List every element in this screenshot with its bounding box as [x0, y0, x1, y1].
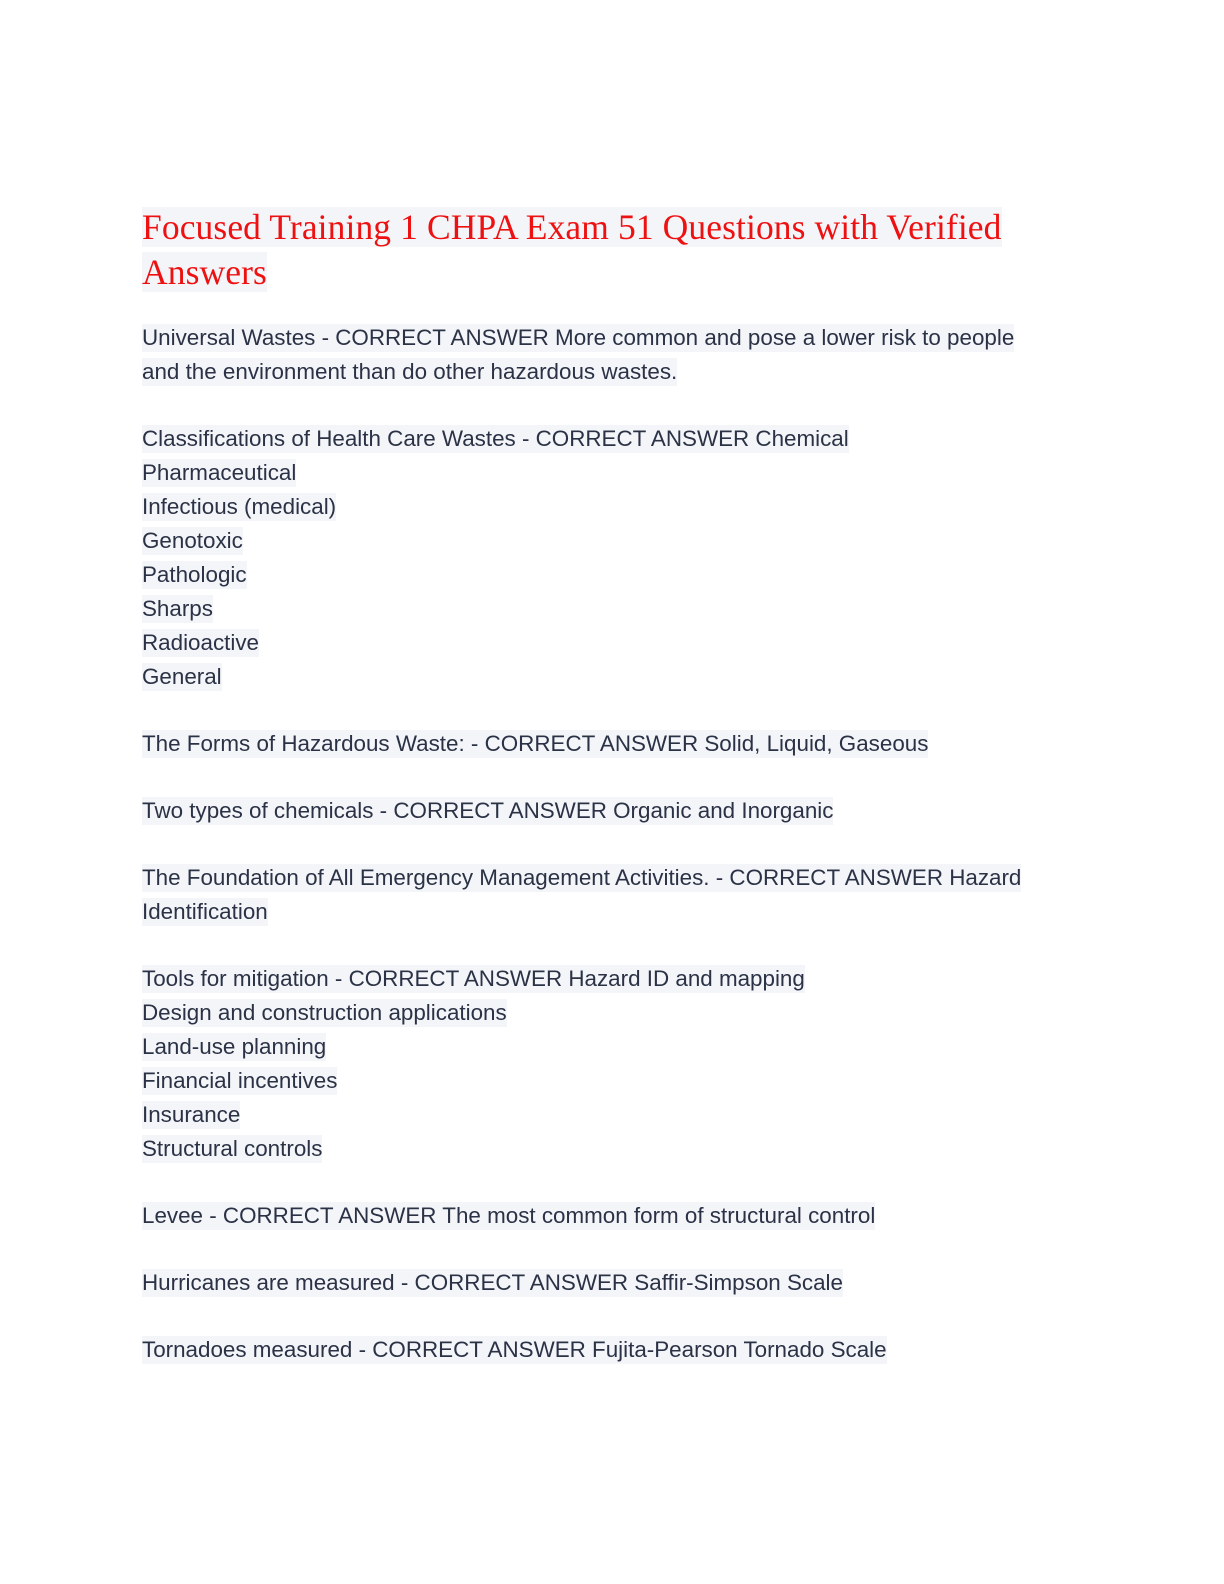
page-title: [142, 205, 1042, 295]
list-item-text: Land-use planning: [142, 1034, 327, 1059]
list-item-text: Classifications of Health Care Wastes - CORRECT ANSWER Chemical: [142, 426, 849, 451]
list-item-text: General: [142, 664, 222, 689]
paragraph-text: Levee - CORRECT ANSWER The most common form of structural control: [142, 1203, 876, 1228]
list-item: [142, 558, 1047, 592]
content-block-forms-of-hazardous-waste: [142, 727, 1047, 761]
content-block-tornadoes-measured: [142, 1333, 1047, 1367]
list-item-text: Structural controls: [142, 1136, 323, 1161]
paragraph-text: The Foundation of All Emergency Management Activities. - CORRECT ANSWER Hazard Identification: [142, 865, 1022, 924]
content-block-tools-for-mitigation: [142, 962, 1047, 1166]
list-item-text: Insurance: [142, 1102, 241, 1127]
list-item: [142, 524, 1047, 558]
list-item: [142, 422, 1047, 456]
list-item: [142, 1098, 1047, 1132]
list-item: [142, 1132, 1047, 1166]
content-block-levee: [142, 1199, 1047, 1233]
content-block-hurricanes-measured: [142, 1266, 1047, 1300]
list-item: [142, 962, 1047, 996]
list-item-text: Pathologic: [142, 562, 247, 587]
list-item-text: Sharps: [142, 596, 213, 621]
list-item: [142, 1064, 1047, 1098]
content-block-two-types-of-chemicals: [142, 794, 1047, 828]
list-item-text: Pharmaceutical: [142, 460, 297, 485]
list-item: [142, 660, 1047, 694]
paragraph-text: Two types of chemicals - CORRECT ANSWER Organic and Inorganic: [142, 798, 834, 823]
paragraph-text: Tornadoes measured - CORRECT ANSWER Fujita-Pearson Tornado Scale: [142, 1337, 887, 1362]
content-block-classifications-health-care-wastes: [142, 422, 1047, 694]
list-item: [142, 1030, 1047, 1064]
list-item: [142, 592, 1047, 626]
list-item: [142, 996, 1047, 1030]
list-item-text: Genotoxic: [142, 528, 243, 553]
list-item: [142, 490, 1047, 524]
paragraph-text: Hurricanes are measured - CORRECT ANSWER Saffir-Simpson Scale: [142, 1270, 843, 1295]
list-item-text: Financial incentives: [142, 1068, 338, 1093]
content-block-universal-wastes: [142, 321, 1047, 389]
list-item: [142, 626, 1047, 660]
page-title-text: Focused Training 1 CHPA Exam 51 Questions with Verified Answers: [142, 207, 1002, 292]
list-item-text: Design and construction applications: [142, 1000, 507, 1025]
list-item-text: Radioactive: [142, 630, 259, 655]
list-item: [142, 456, 1047, 490]
paragraph-text: The Forms of Hazardous Waste: - CORRECT ANSWER Solid, Liquid, Gaseous: [142, 731, 929, 756]
paragraph-text: Universal Wastes - CORRECT ANSWER More common and pose a lower risk to people and the environment than do other hazardous wastes.: [142, 325, 1015, 384]
content-block-foundation-emergency-management: [142, 861, 1047, 929]
list-item-text: Tools for mitigation - CORRECT ANSWER Hazard ID and mapping: [142, 966, 805, 991]
list-item-text: Infectious (medical): [142, 494, 337, 519]
